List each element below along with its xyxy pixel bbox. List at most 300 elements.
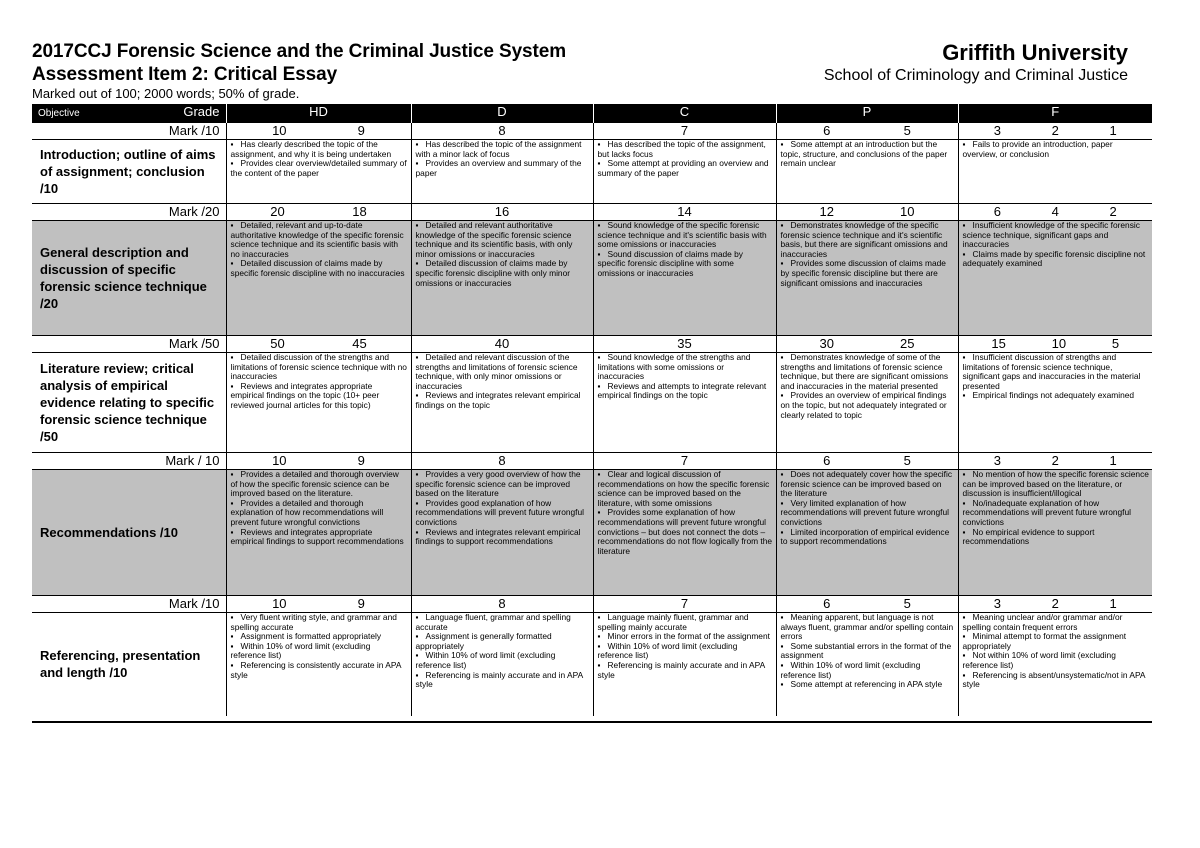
mark-value: 4 <box>1051 204 1059 219</box>
bullet-icon: ▪ <box>780 640 784 651</box>
bullet-icon: ▪ <box>415 650 419 661</box>
bullet-text: Reviews and attempts to integrate relevant empirical findings on the topic <box>597 380 767 401</box>
assessment-subtitle: Marked out of 100; 2000 words; 50% of grade. <box>32 86 300 101</box>
grade-header-p: P <box>776 104 958 123</box>
bullet-icon: ▪ <box>780 390 784 401</box>
bullet-icon: ▪ <box>962 220 966 230</box>
mark-value: 10 <box>272 596 287 611</box>
criterion-bullet <box>598 382 773 401</box>
mark-value: 3 <box>993 596 1002 611</box>
bullet-text: Minimal attempt to format the assignment appropriately <box>962 631 1127 651</box>
bullet-icon: ▪ <box>780 497 784 508</box>
criterion-desc-p <box>776 613 958 716</box>
criterion-desc-c <box>593 613 776 716</box>
bullet-text: Referencing is consistently accurate in APA style <box>230 659 401 680</box>
criterion-bullet <box>781 353 955 391</box>
bullet-text: Does not adequately cover how the specific forensic science can be improved based on the literature <box>780 469 953 499</box>
bullet-icon: ▪ <box>415 390 419 401</box>
criterion-desc-hd <box>226 221 411 336</box>
criterion-row <box>32 221 1152 336</box>
grade-header-row <box>32 104 1152 123</box>
mark-value: 20 <box>270 204 285 219</box>
mark-label: Mark /20 <box>32 204 226 221</box>
bullet-icon: ▪ <box>962 497 966 508</box>
bullet-text: Sound knowledge of the strengths and limitations with some omissions or inaccuracies <box>597 352 751 382</box>
criterion-bullet <box>231 159 408 178</box>
mark-value: 15 <box>991 336 1006 351</box>
criterion-row <box>32 353 1152 453</box>
bullet-icon: ▪ <box>415 139 419 149</box>
mark-value: 5 <box>1111 336 1120 351</box>
bullet-icon: ▪ <box>780 139 784 149</box>
bullet-icon: ▪ <box>780 526 784 537</box>
mark-cell-p <box>776 596 958 613</box>
mark-cell-p <box>776 336 958 353</box>
bullet-text: Not within 10% of word limit (excluding reference list) <box>962 650 1116 670</box>
bullet-icon: ▪ <box>780 352 784 362</box>
mark-cell-f <box>958 453 1152 470</box>
mark-cell-c <box>593 453 776 470</box>
bullet-text: Reviews and integrates appropriate empirical findings on the topic (10+ peer reviewed journal articles for this topic) <box>230 380 380 410</box>
mark-value: 10 <box>1051 336 1067 351</box>
mark-value: 6 <box>993 204 1002 219</box>
bullet-text: Some attempt at an introduction but the topic, structure, and conclusions of the paper remain unclear <box>780 139 948 169</box>
mark-value: 35 <box>677 336 692 351</box>
mark-cell-p <box>776 123 958 140</box>
criterion-bullet <box>963 221 1150 250</box>
bullet-text: No mention of how the specific forensic science can be improved based on the literature, or discussion is insufficient/illogical <box>962 469 1149 499</box>
criterion-desc-f <box>958 221 1152 336</box>
school-name: School of Criminology and Criminal Justice <box>823 67 1128 84</box>
bullet-text: Language fluent, grammar and spelling accurate <box>415 612 571 632</box>
criterion-bullet <box>963 470 1150 499</box>
bullet-icon: ▪ <box>230 352 234 362</box>
criterion-bullet <box>416 671 590 690</box>
criterion-bullet <box>781 259 955 288</box>
bullet-icon: ▪ <box>962 469 966 479</box>
bullet-icon: ▪ <box>780 469 784 479</box>
bullet-icon: ▪ <box>597 139 601 149</box>
mark-row <box>32 596 1152 613</box>
mark-value: 14 <box>677 204 692 219</box>
criterion-desc-c <box>593 221 776 336</box>
bullet-icon: ▪ <box>415 469 419 479</box>
mark-value: 8 <box>498 596 506 611</box>
mark-cell-hd <box>226 123 411 140</box>
mark-value: 16 <box>494 204 510 219</box>
bullet-icon: ▪ <box>415 497 419 508</box>
bullet-text: Referencing is mainly accurate and in APA style <box>597 659 765 680</box>
bullet-icon: ▪ <box>780 679 784 690</box>
bullet-text: Some attempt at referencing in APA style <box>790 679 943 690</box>
criterion-desc-d <box>411 470 593 596</box>
table-bottom-rule <box>32 721 1152 723</box>
criterion-objective: Referencing, presentation and length /10 <box>32 613 226 716</box>
mark-value: 6 <box>823 123 831 138</box>
bullet-icon: ▪ <box>597 507 601 518</box>
criterion-desc-d <box>411 353 593 453</box>
bullet-text: Demonstrates knowledge of the specific forensic science technique and it's scientific basis, but there are significant omissions and inaccuracies <box>780 220 948 259</box>
bullet-icon: ▪ <box>415 669 419 680</box>
mark-value: 10 <box>900 204 915 219</box>
mark-value: 2 <box>1051 123 1059 138</box>
mark-value: 5 <box>903 453 911 468</box>
bullet-text: Language mainly fluent, grammar and spelling mainly accurate <box>597 612 749 632</box>
bullet-icon: ▪ <box>230 526 234 537</box>
bullet-icon: ▪ <box>415 220 419 230</box>
mark-label: Mark /50 <box>32 336 226 353</box>
bullet-icon: ▪ <box>780 612 784 622</box>
bullet-text: Referencing is absent/unsystematic/not in APA style <box>962 669 1146 690</box>
mark-cell-p <box>776 204 958 221</box>
criterion-bullet <box>231 221 408 259</box>
bullet-text: Provides an overview of empirical findings on the topic, but not adequately integrated or clearly related to topic <box>780 390 947 420</box>
criterion-desc-f <box>958 353 1152 453</box>
criterion-bullet <box>963 613 1150 632</box>
mark-value: 2 <box>1109 204 1117 219</box>
criterion-row <box>32 470 1152 596</box>
mark-cell-hd <box>226 453 411 470</box>
bullet-icon: ▪ <box>962 669 966 680</box>
criterion-bullet <box>598 470 773 508</box>
bullet-text: Detailed and relevant discussion of the strengths and limitations of forensic science technique, with only minor omissions or inaccuracies <box>415 352 578 391</box>
mark-label: Mark /10 <box>32 123 226 140</box>
bullet-icon: ▪ <box>230 220 234 230</box>
grade-header-d: D <box>411 104 593 123</box>
mark-value: 45 <box>352 336 367 351</box>
bullet-icon: ▪ <box>962 352 966 362</box>
criterion-desc-d <box>411 613 593 716</box>
mark-cell-f <box>958 204 1152 221</box>
bullet-icon: ▪ <box>962 248 966 259</box>
mark-value: 2 <box>1051 453 1059 468</box>
bullet-text: Insufficient discussion of strengths and limitations of forensic science technique, significant gaps and inaccuracies in the material presented <box>962 352 1141 391</box>
criterion-desc-c <box>593 353 776 453</box>
mark-value: 9 <box>357 123 365 138</box>
bullet-text: Detailed and relevant authoritative knowledge of the specific forensic science technique and its scientific basis, with only minor omissions or inaccuracies <box>415 220 573 259</box>
mark-cell-hd <box>226 204 411 221</box>
bullet-icon: ▪ <box>597 158 601 169</box>
mark-value: 30 <box>819 336 834 351</box>
bullet-text: Clear and logical discussion of recommendations on how the specific forensic science can be improved based on the literature, with some omissions <box>597 469 770 508</box>
bullet-text: Detailed, relevant and up-to-date authoritative knowledge of the specific forensic science technique and its scientific basis with no inaccuracies <box>230 220 404 259</box>
criterion-desc-hd <box>226 613 411 716</box>
rubric-header <box>32 40 1152 104</box>
mark-cell-c <box>593 596 776 613</box>
bullet-icon: ▪ <box>597 352 601 362</box>
criterion-desc-f <box>958 613 1152 716</box>
bullet-icon: ▪ <box>230 640 234 651</box>
mark-value: 1 <box>1109 453 1117 468</box>
criterion-desc-c <box>593 470 776 596</box>
criterion-bullet <box>416 259 590 288</box>
criterion-bullet <box>963 353 1150 391</box>
criterion-bullet <box>231 499 408 528</box>
mark-value: 10 <box>272 123 287 138</box>
bullet-text: Minor errors in the format of the assignment <box>607 631 770 642</box>
criterion-desc-p <box>776 221 958 336</box>
mark-row <box>32 453 1152 470</box>
bullet-icon: ▪ <box>597 248 601 259</box>
criterion-desc-c <box>593 140 776 204</box>
bullet-icon: ▪ <box>415 526 419 537</box>
criterion-bullet <box>963 250 1150 269</box>
grade-header-f: F <box>958 104 1152 123</box>
bullet-text: Provides clear overview/detailed summary of the content of the paper <box>230 158 407 178</box>
bullet-icon: ▪ <box>962 650 966 661</box>
criterion-bullet <box>598 642 773 661</box>
criterion-desc-d <box>411 221 593 336</box>
criterion-bullet <box>598 140 773 159</box>
bullet-icon: ▪ <box>230 497 234 508</box>
criterion-desc-p <box>776 470 958 596</box>
criterion-desc-hd <box>226 470 411 596</box>
criterion-bullet <box>963 671 1150 690</box>
bullet-icon: ▪ <box>597 380 601 391</box>
bullet-text: Has described the topic of the assignment, but lacks focus <box>597 139 766 159</box>
mark-row <box>32 336 1152 353</box>
bullet-text: Provides a detailed and thorough overview of how the specific forensic science can be improved based on the literature. <box>230 469 399 499</box>
bullet-icon: ▪ <box>597 612 601 622</box>
mark-value: 1 <box>1109 596 1117 611</box>
bullet-icon: ▪ <box>230 139 234 149</box>
bullet-icon: ▪ <box>415 631 419 642</box>
bullet-text: Within 10% of word limit (excluding reference list) <box>230 640 371 661</box>
mark-cell-c <box>593 336 776 353</box>
mark-cell-hd <box>226 336 411 353</box>
criterion-bullet <box>416 613 590 632</box>
criterion-objective: Recommendations /10 <box>32 470 226 596</box>
mark-value: 25 <box>900 336 915 351</box>
grade-header-hd: HD <box>226 104 411 123</box>
bullet-icon: ▪ <box>230 380 234 391</box>
bullet-text: Assignment is formatted appropriately <box>240 631 382 642</box>
mark-cell-hd <box>226 596 411 613</box>
criterion-desc-hd <box>226 353 411 453</box>
criterion-bullet <box>963 140 1150 159</box>
bullet-icon: ▪ <box>415 612 419 622</box>
criterion-bullet <box>416 353 590 391</box>
mark-value: 50 <box>270 336 285 351</box>
objective-header: Objective <box>38 108 80 119</box>
criterion-bullet <box>598 221 773 250</box>
bullet-icon: ▪ <box>230 469 234 479</box>
criterion-bullet <box>231 528 408 547</box>
criterion-bullet <box>231 259 408 278</box>
bullet-icon: ▪ <box>780 258 784 269</box>
mark-value: 5 <box>903 123 911 138</box>
mark-value: 7 <box>680 123 689 138</box>
bullet-text: Some attempt at providing an overview and summary of the paper <box>597 158 769 178</box>
criterion-desc-hd <box>226 140 411 204</box>
criterion-bullet <box>781 661 955 680</box>
bullet-text: Sound knowledge of the specific forensic science technique and it's scientific basis with some omissions or inaccuracies <box>597 220 767 250</box>
bullet-text: Sound discussion of claims made by specific forensic discipline with some omissions or inaccuracies <box>597 248 743 278</box>
criterion-bullet <box>231 382 408 411</box>
criterion-bullet <box>231 353 408 382</box>
bullet-text: Detailed discussion of claims made by specific forensic discipline with no inaccuracies <box>230 258 405 278</box>
criterion-bullet <box>231 661 408 680</box>
bullet-icon: ▪ <box>230 158 234 169</box>
bullet-icon: ▪ <box>780 659 784 670</box>
mark-cell-d <box>411 336 593 353</box>
bullet-icon: ▪ <box>597 659 601 670</box>
bullet-text: No/inadequate explanation of how recommendations will prevent future wrongful convictions <box>962 497 1132 527</box>
mark-value: 9 <box>357 453 365 468</box>
course-heading <box>32 40 566 101</box>
criterion-bullet <box>781 528 955 547</box>
bullet-text: Reviews and integrates relevant empirical findings on the topic <box>415 390 581 410</box>
mark-value: 10 <box>272 453 287 468</box>
bullet-icon: ▪ <box>962 631 966 642</box>
bullet-text: Within 10% of word limit (excluding reference list) <box>415 650 556 670</box>
bullet-text: No empirical evidence to support recommendations <box>962 526 1095 547</box>
bullet-text: Detailed discussion of claims made by specific forensic discipline with only minor omissions or inaccuracies <box>415 258 571 288</box>
criterion-bullet <box>416 140 590 159</box>
grade-header: Grade <box>183 104 220 119</box>
bullet-icon: ▪ <box>962 390 966 401</box>
mark-value: 7 <box>680 596 689 611</box>
criterion-bullet <box>231 140 408 159</box>
mark-cell-c <box>593 123 776 140</box>
bullet-text: Within 10% of word limit (excluding reference list) <box>780 659 921 680</box>
bullet-text: Very fluent writing style, and grammar and spelling accurate <box>230 612 397 632</box>
criterion-bullet <box>416 499 590 528</box>
bullet-text: Provides an overview and summary of the paper <box>415 158 582 178</box>
bullet-text: Very limited explanation of how recommendations will prevent future wrongful convictions <box>780 497 950 527</box>
criterion-desc-f <box>958 140 1152 204</box>
criterion-bullet <box>963 499 1150 528</box>
bullet-text: Fails to provide an introduction, paper overview, or conclusion <box>962 139 1113 159</box>
bullet-text: Detailed discussion of the strengths and limitations of forensic science technique with no inaccuracies <box>230 352 407 382</box>
institution-heading <box>824 40 1128 86</box>
mark-value: 18 <box>352 204 367 219</box>
bullet-icon: ▪ <box>597 220 601 230</box>
criterion-bullet <box>416 159 590 178</box>
mark-row <box>32 123 1152 140</box>
bullet-text: Within 10% of word limit (excluding reference list) <box>597 640 738 661</box>
mark-label: Mark /10 <box>32 596 226 613</box>
course-title: 2017CCJ Forensic Science and the Criminal Justice System <box>32 41 567 62</box>
mark-cell-f <box>958 123 1152 140</box>
mark-cell-f <box>958 336 1152 353</box>
bullet-text: Has described the topic of the assignment with a minor lack of focus <box>415 139 582 159</box>
bullet-text: Limited incorporation of empirical evidence to support recommendations <box>780 526 950 547</box>
criterion-bullet <box>963 528 1150 547</box>
criterion-objective: Introduction; outline of aims of assignment; conclusion /10 <box>32 140 226 204</box>
criterion-row <box>32 140 1152 204</box>
criterion-bullet <box>781 642 955 661</box>
bullet-icon: ▪ <box>597 640 601 651</box>
criterion-bullet <box>963 651 1150 670</box>
mark-value: 8 <box>498 453 506 468</box>
bullet-text: Provides a detailed and thorough explanation of how recommendations will prevent future wrongful convictions <box>230 497 384 527</box>
bullet-text: Provides a very good overview of how the specific forensic science can be improved based on the literature <box>415 469 581 499</box>
criterion-bullet <box>416 528 590 547</box>
criterion-bullet <box>781 613 955 642</box>
bullet-text: Provides good explanation of how recommendations will prevent future wrongful convictions <box>415 497 585 527</box>
mark-value: 1 <box>1109 123 1117 138</box>
criterion-bullet <box>598 661 773 680</box>
mark-value: 2 <box>1051 596 1059 611</box>
criterion-bullet <box>963 632 1150 651</box>
criterion-bullet <box>598 613 773 632</box>
criterion-objective: Literature review; critical analysis of empirical evidence relating to specific forensic science technique /50 <box>32 353 226 453</box>
criterion-bullet <box>781 680 955 690</box>
bullet-icon: ▪ <box>962 612 966 622</box>
criterion-bullet <box>598 353 773 382</box>
assessment-title: Assessment Item 2: Critical Essay <box>32 64 338 85</box>
bullet-text: Meaning apparent, but language is not always fluent, grammar and/or spelling contain errors <box>780 612 954 642</box>
mark-value: 3 <box>993 453 1002 468</box>
criterion-bullet <box>781 470 955 499</box>
bullet-icon: ▪ <box>962 139 966 149</box>
bullet-text: Provides some explanation of how recommendations will prevent future wrongful convictions – but does not connect the dots – recommendations do not flow logically from the literature <box>597 507 773 556</box>
bullet-text: Has clearly described the topic of the assignment, and why it is being undertaken <box>230 139 392 159</box>
mark-value: 8 <box>498 123 506 138</box>
criterion-bullet <box>598 250 773 279</box>
mark-label: Mark / 10 <box>32 453 226 470</box>
rubric-table <box>32 104 1152 716</box>
bullet-text: Some substantial errors in the format of the assignment <box>780 640 952 661</box>
bullet-text: Referencing is mainly accurate and in APA style <box>415 669 583 690</box>
mark-cell-d <box>411 596 593 613</box>
criterion-bullet <box>416 651 590 670</box>
grade-header-c: C <box>593 104 776 123</box>
bullet-icon: ▪ <box>230 258 234 269</box>
criterion-bullet <box>231 470 408 499</box>
criterion-bullet <box>231 642 408 661</box>
bullet-icon: ▪ <box>230 612 234 622</box>
bullet-icon: ▪ <box>597 631 601 642</box>
criterion-bullet <box>781 221 955 259</box>
criterion-bullet <box>416 221 590 259</box>
mark-cell-d <box>411 453 593 470</box>
mark-cell-p <box>776 453 958 470</box>
bullet-text: Claims made by specific forensic discipline not adequately examined <box>962 248 1146 269</box>
bullet-icon: ▪ <box>415 158 419 169</box>
criterion-bullet <box>416 632 590 651</box>
criterion-bullet <box>963 391 1150 401</box>
criterion-row <box>32 613 1152 716</box>
bullet-text: Reviews and integrates relevant empirical findings to support recommendations <box>415 526 581 547</box>
criterion-bullet <box>598 159 773 178</box>
bullet-icon: ▪ <box>597 469 601 479</box>
mark-value: 6 <box>823 596 831 611</box>
rubric-page <box>32 40 1152 690</box>
bullet-icon: ▪ <box>230 631 234 642</box>
bullet-text: Insufficient knowledge of the specific forensic science technique, significant gaps and inaccuracies <box>962 220 1140 250</box>
criterion-bullet <box>231 613 408 632</box>
criterion-bullet <box>781 499 955 528</box>
criterion-bullet <box>416 470 590 499</box>
bullet-icon: ▪ <box>230 659 234 670</box>
mark-cell-d <box>411 123 593 140</box>
criterion-desc-p <box>776 353 958 453</box>
criterion-desc-f <box>958 470 1152 596</box>
bullet-text: Provides some discussion of claims made by specific forensic discipline but there are significant omissions and inaccuracies <box>780 258 946 288</box>
mark-cell-d <box>411 204 593 221</box>
bullet-icon: ▪ <box>415 258 419 269</box>
mark-cell-f <box>958 596 1152 613</box>
mark-value: 9 <box>357 596 365 611</box>
bullet-icon: ▪ <box>415 352 419 362</box>
university-name: Griffith University <box>942 40 1128 65</box>
mark-value: 40 <box>494 336 510 351</box>
mark-value: 6 <box>823 453 831 468</box>
criterion-desc-p <box>776 140 958 204</box>
bullet-text: Empirical findings not adequately examined <box>972 390 1135 401</box>
